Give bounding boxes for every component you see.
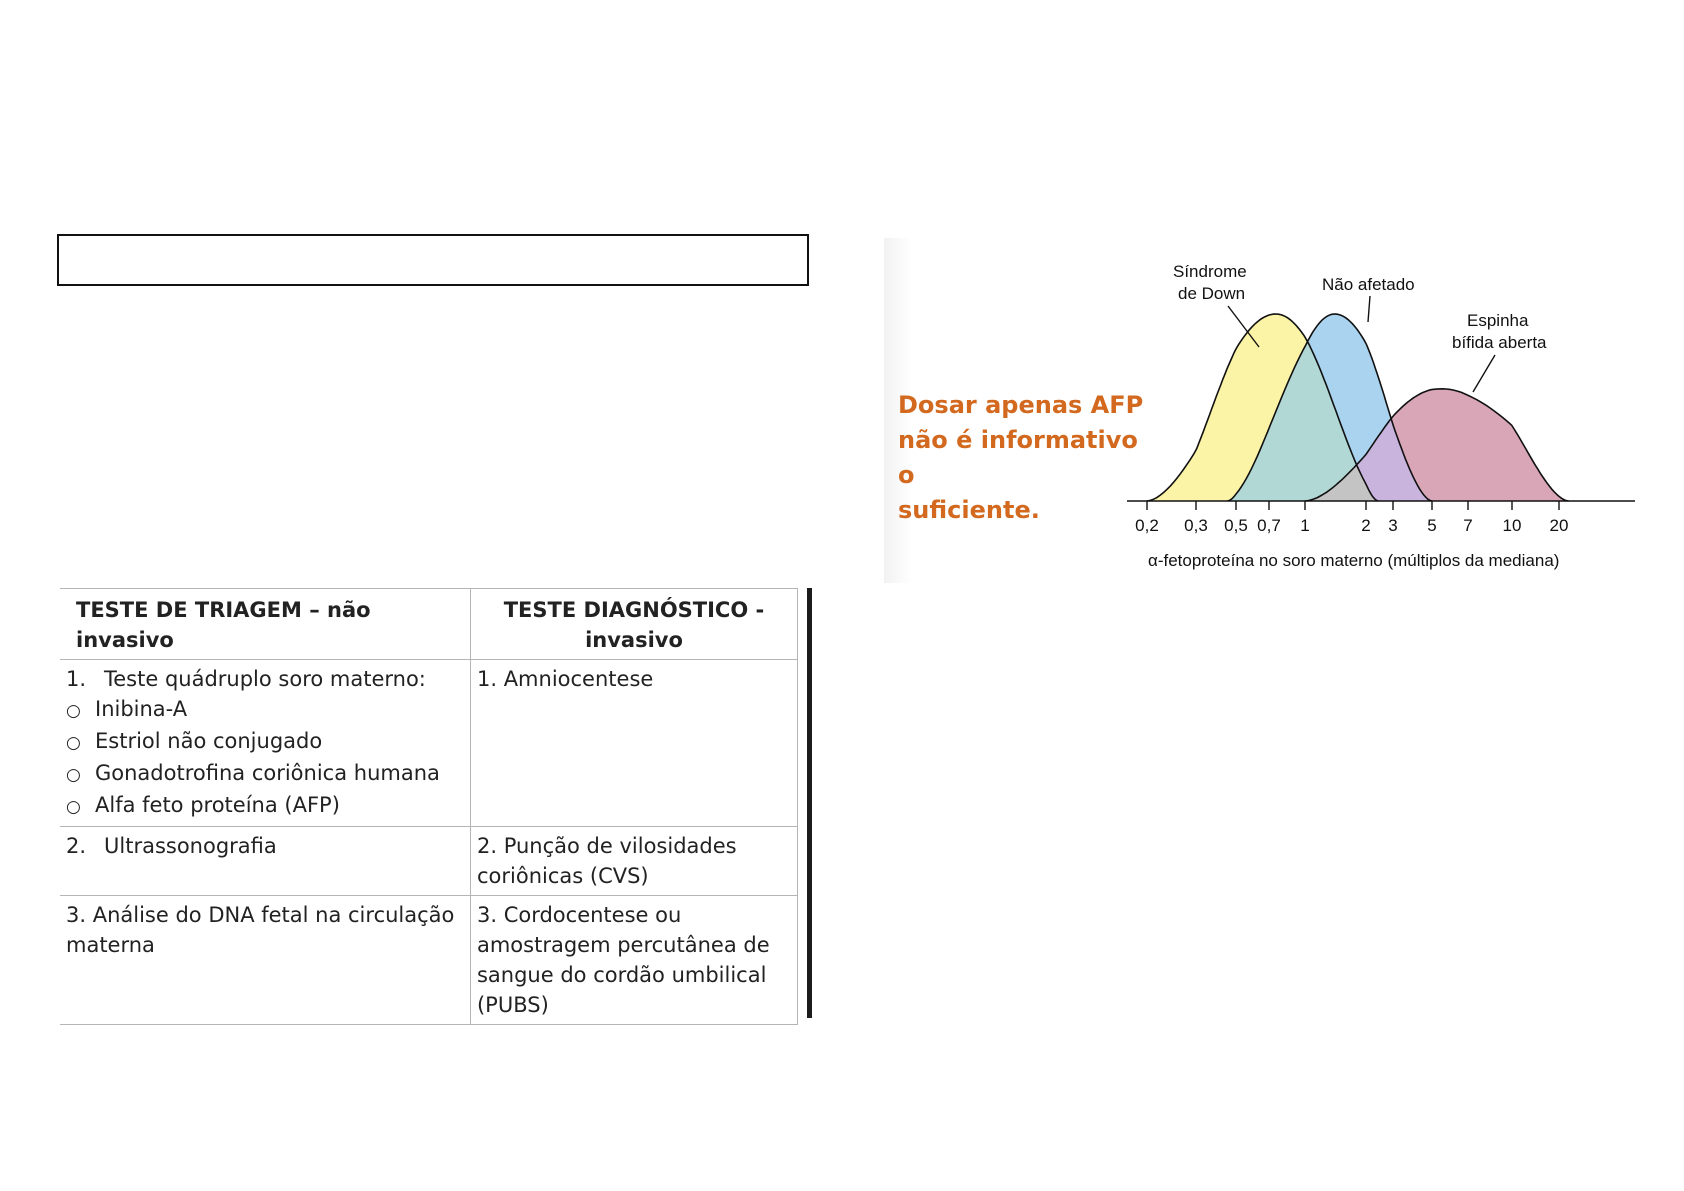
x-axis-label: α-fetoproteína no soro materno (múltiplos da mediana)	[1148, 551, 1560, 570]
afp-note-line: não é informativo o	[898, 426, 1138, 489]
list-item	[66, 790, 464, 822]
table-row	[60, 827, 798, 896]
tests-table-container	[60, 588, 812, 1018]
series-label-spina-line2: bífida aberta	[1452, 333, 1547, 352]
leader-spina	[1473, 355, 1495, 392]
list-item	[66, 694, 464, 726]
empty-text-box	[57, 234, 809, 286]
diagnostic-cell-1: 1. Amniocentese	[470, 660, 797, 827]
screening-cell-1	[60, 660, 470, 827]
x-tick-label: 2	[1361, 516, 1371, 535]
leader-unaffected	[1368, 296, 1370, 322]
x-tick-label: 0,5	[1224, 516, 1248, 535]
series-label-spina-line1: Espinha	[1467, 311, 1529, 330]
afp-note-line: Dosar apenas AFP	[898, 391, 1144, 419]
x-tick-label: 7	[1463, 516, 1473, 535]
table-row	[60, 660, 798, 827]
diagnostic-cell-2: 2. Punção de vilosidades coriônicas (CVS)	[470, 827, 797, 896]
afp-note-line: suficiente.	[898, 496, 1040, 524]
circle-bullet-icon: ○	[66, 765, 81, 785]
list-item	[66, 726, 464, 758]
series-label-down-line1: Síndrome	[1173, 262, 1247, 281]
x-tick-label: 3	[1388, 516, 1398, 535]
header-screening: TESTE DE TRIAGEM – não invasivo	[60, 589, 470, 660]
list-item-text: Inibina-A	[95, 697, 188, 721]
list-item	[66, 758, 464, 790]
item-number: 1.	[66, 667, 87, 691]
circle-bullet-icon: ○	[66, 701, 81, 721]
x-tick-label: 20	[1549, 516, 1569, 535]
list-item-text: Estriol não conjugado	[95, 729, 323, 753]
table-right-border	[807, 588, 812, 1018]
x-tick-label: 0,2	[1135, 516, 1159, 535]
x-tick-label: 0,3	[1184, 516, 1208, 535]
circle-bullet-icon: ○	[66, 733, 81, 753]
quad-test-title: Teste quádruplo soro materno:	[104, 667, 426, 691]
x-tick-label: 0,7	[1257, 516, 1281, 535]
x-ticks	[1135, 501, 1568, 535]
afp-distribution-chart	[1100, 250, 1640, 590]
x-tick-label: 5	[1427, 516, 1437, 535]
series-label-down-line2: de Down	[1178, 284, 1246, 303]
list-item-text: Alfa feto proteína (AFP)	[95, 793, 340, 817]
screening-cell-2	[60, 827, 470, 896]
x-tick-label: 1	[1300, 516, 1310, 535]
circle-bullet-icon: ○	[66, 797, 81, 817]
series-label-unaffected: Não afetado	[1322, 275, 1415, 294]
ultrasound-title: Ultrassonografia	[104, 834, 277, 858]
screening-cell-3: 3. Análise do DNA fetal na circulação materna	[60, 896, 470, 1025]
x-tick-label: 10	[1502, 516, 1522, 535]
header-diagnostic: TESTE DIAGNÓSTICO - invasivo	[470, 589, 797, 660]
item-number: 2.	[66, 834, 87, 858]
table-row	[60, 896, 798, 1025]
tests-table	[60, 588, 798, 1025]
diagnostic-cell-3: 3. Cordocentese ou amostragem percutânea de sangue do cordão umbilical (PUBS)	[470, 896, 797, 1025]
table-header-row	[60, 589, 798, 660]
list-item-text: Gonadotrofina coriônica humana	[95, 761, 440, 785]
